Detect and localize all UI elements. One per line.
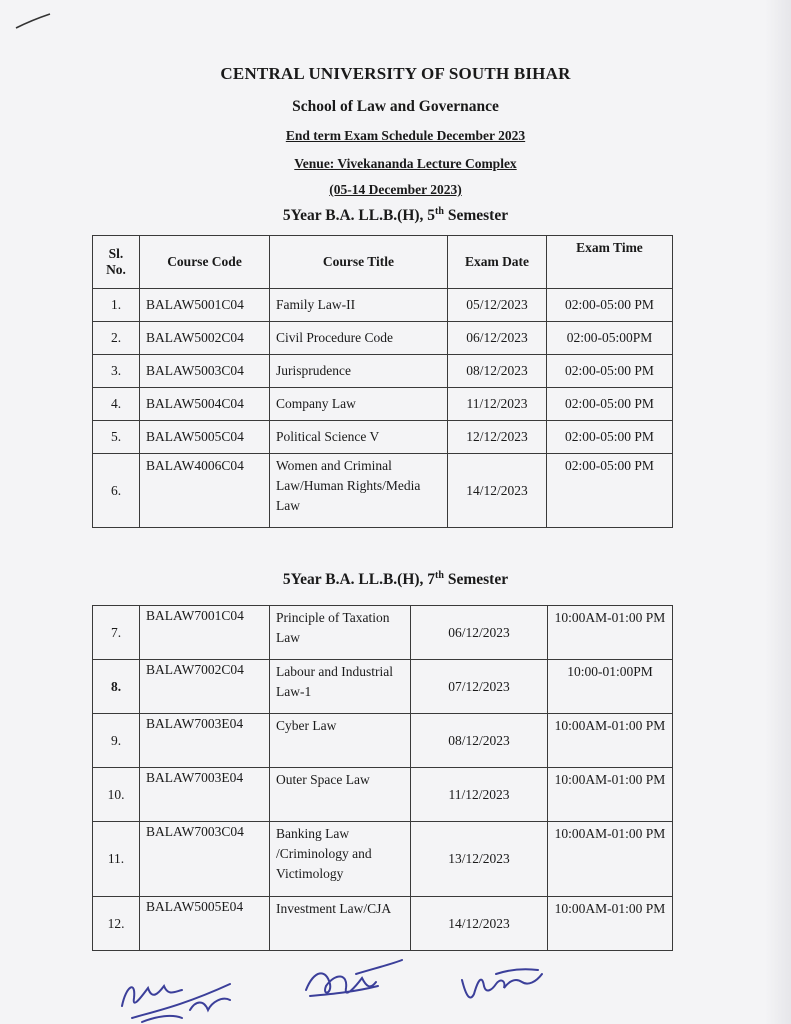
table-row [93, 822, 673, 897]
table-header-row [93, 236, 673, 289]
cell-time: 02:00-05:00 PM [547, 355, 673, 388]
cell-sl: 5. [93, 421, 140, 454]
cell-sl: 12. [93, 897, 140, 951]
cell-time: 10:00AM-01:00 PM [548, 768, 673, 822]
cell-date: 12/12/2023 [448, 421, 547, 454]
table-row [93, 454, 673, 528]
cell-code: BALAW7003E04 [140, 714, 270, 768]
cell-date: 11/12/2023 [448, 388, 547, 421]
cell-time: 10:00-01:00PM [548, 660, 673, 714]
cell-sl: 6. [93, 454, 140, 528]
cell-title: Family Law-II [270, 289, 448, 322]
cell-date: 14/12/2023 [448, 454, 547, 528]
cell-code: BALAW7002C04 [140, 660, 270, 714]
cell-sl: 10. [93, 768, 140, 822]
semester-5-table [92, 235, 673, 528]
pen-stroke-mark [14, 12, 54, 32]
col-header-title: Course Title [270, 236, 448, 289]
cell-date: 05/12/2023 [448, 289, 547, 322]
cell-time: 02:00-05:00 PM [547, 388, 673, 421]
cell-title: Company Law [270, 388, 448, 421]
cell-code: BALAW7003C04 [140, 822, 270, 897]
col-header-sl: Sl. No. [93, 236, 140, 289]
table-row [93, 897, 673, 951]
date-range: (05-14 December 2023) [329, 182, 462, 197]
cell-date: 11/12/2023 [411, 768, 548, 822]
table-row [93, 768, 673, 822]
cell-time: 02:00-05:00 PM [547, 289, 673, 322]
scan-edge-shadow [765, 0, 791, 1024]
cell-sl: 7. [93, 606, 140, 660]
cell-sl: 4. [93, 388, 140, 421]
venue-line: Venue: Vivekananda Lecture Complex [294, 156, 517, 171]
cell-title: Outer Space Law [270, 768, 411, 822]
cell-title: Civil Procedure Code [270, 322, 448, 355]
cell-code: BALAW5002C04 [140, 322, 270, 355]
cell-date: 13/12/2023 [411, 822, 548, 897]
cell-sl: 9. [93, 714, 140, 768]
cell-code: BALAW5001C04 [140, 289, 270, 322]
table-row [93, 421, 673, 454]
cell-time: 10:00AM-01:00 PM [548, 822, 673, 897]
cell-code: BALAW5005E04 [140, 897, 270, 951]
cell-code: BALAW5004C04 [140, 388, 270, 421]
cell-code: BALAW5005C04 [140, 421, 270, 454]
semester-7-table [92, 605, 673, 951]
cell-sl: 11. [93, 822, 140, 897]
cell-code: BALAW5003C04 [140, 355, 270, 388]
col-header-date: Exam Date [448, 236, 547, 289]
table-row [93, 355, 673, 388]
cell-code: BALAW7001C04 [140, 606, 270, 660]
cell-title: Investment Law/CJA [270, 897, 411, 951]
table-row [93, 714, 673, 768]
cell-time: 10:00AM-01:00 PM [548, 897, 673, 951]
col-header-time: Exam Time [547, 236, 673, 289]
table-row [93, 388, 673, 421]
cell-sl: 1. [93, 289, 140, 322]
signature-3 [452, 960, 552, 1010]
cell-date: 06/12/2023 [448, 322, 547, 355]
cell-date: 08/12/2023 [411, 714, 548, 768]
semester-7-heading: 5Year B.A. LL.B.(H), 7th Semester [282, 569, 509, 588]
cell-code: BALAW4006C04 [140, 454, 270, 528]
cell-sl: 2. [93, 322, 140, 355]
university-name: CENTRAL UNIVERSITY OF SOUTH BIHAR [220, 64, 571, 83]
cell-time: 10:00AM-01:00 PM [548, 714, 673, 768]
cell-sl: 3. [93, 355, 140, 388]
cell-title: Principle of Taxation Law [270, 606, 411, 660]
cell-date: 14/12/2023 [411, 897, 548, 951]
exam-schedule-title: End term Exam Schedule December 2023 [285, 128, 526, 143]
cell-time: 02:00-05:00PM [547, 322, 673, 355]
signature-1 [112, 966, 242, 1024]
cell-title: Labour and Industrial Law-1 [270, 660, 411, 714]
cell-time: 02:00-05:00 PM [547, 454, 673, 528]
cell-title: Cyber Law [270, 714, 411, 768]
col-header-code: Course Code [140, 236, 270, 289]
cell-date: 06/12/2023 [411, 606, 548, 660]
table-row [93, 289, 673, 322]
cell-title: Women and Criminal Law/Human Rights/Media Law [270, 454, 448, 528]
table-row [93, 322, 673, 355]
cell-sl: 8. [93, 660, 140, 714]
cell-title: Political Science V [270, 421, 448, 454]
cell-date: 08/12/2023 [448, 355, 547, 388]
table-row [93, 660, 673, 714]
semester-5-heading: 5Year B.A. LL.B.(H), 5th Semester [282, 205, 509, 224]
signature-2 [296, 956, 406, 1006]
cell-title: Jurisprudence [270, 355, 448, 388]
cell-time: 02:00-05:00 PM [547, 421, 673, 454]
cell-code: BALAW7003E04 [140, 768, 270, 822]
cell-date: 07/12/2023 [411, 660, 548, 714]
table-row [93, 606, 673, 660]
school-name: School of Law and Governance [292, 98, 499, 115]
cell-title: Banking Law /Criminology and Victimology [270, 822, 411, 897]
cell-time: 10:00AM-01:00 PM [548, 606, 673, 660]
